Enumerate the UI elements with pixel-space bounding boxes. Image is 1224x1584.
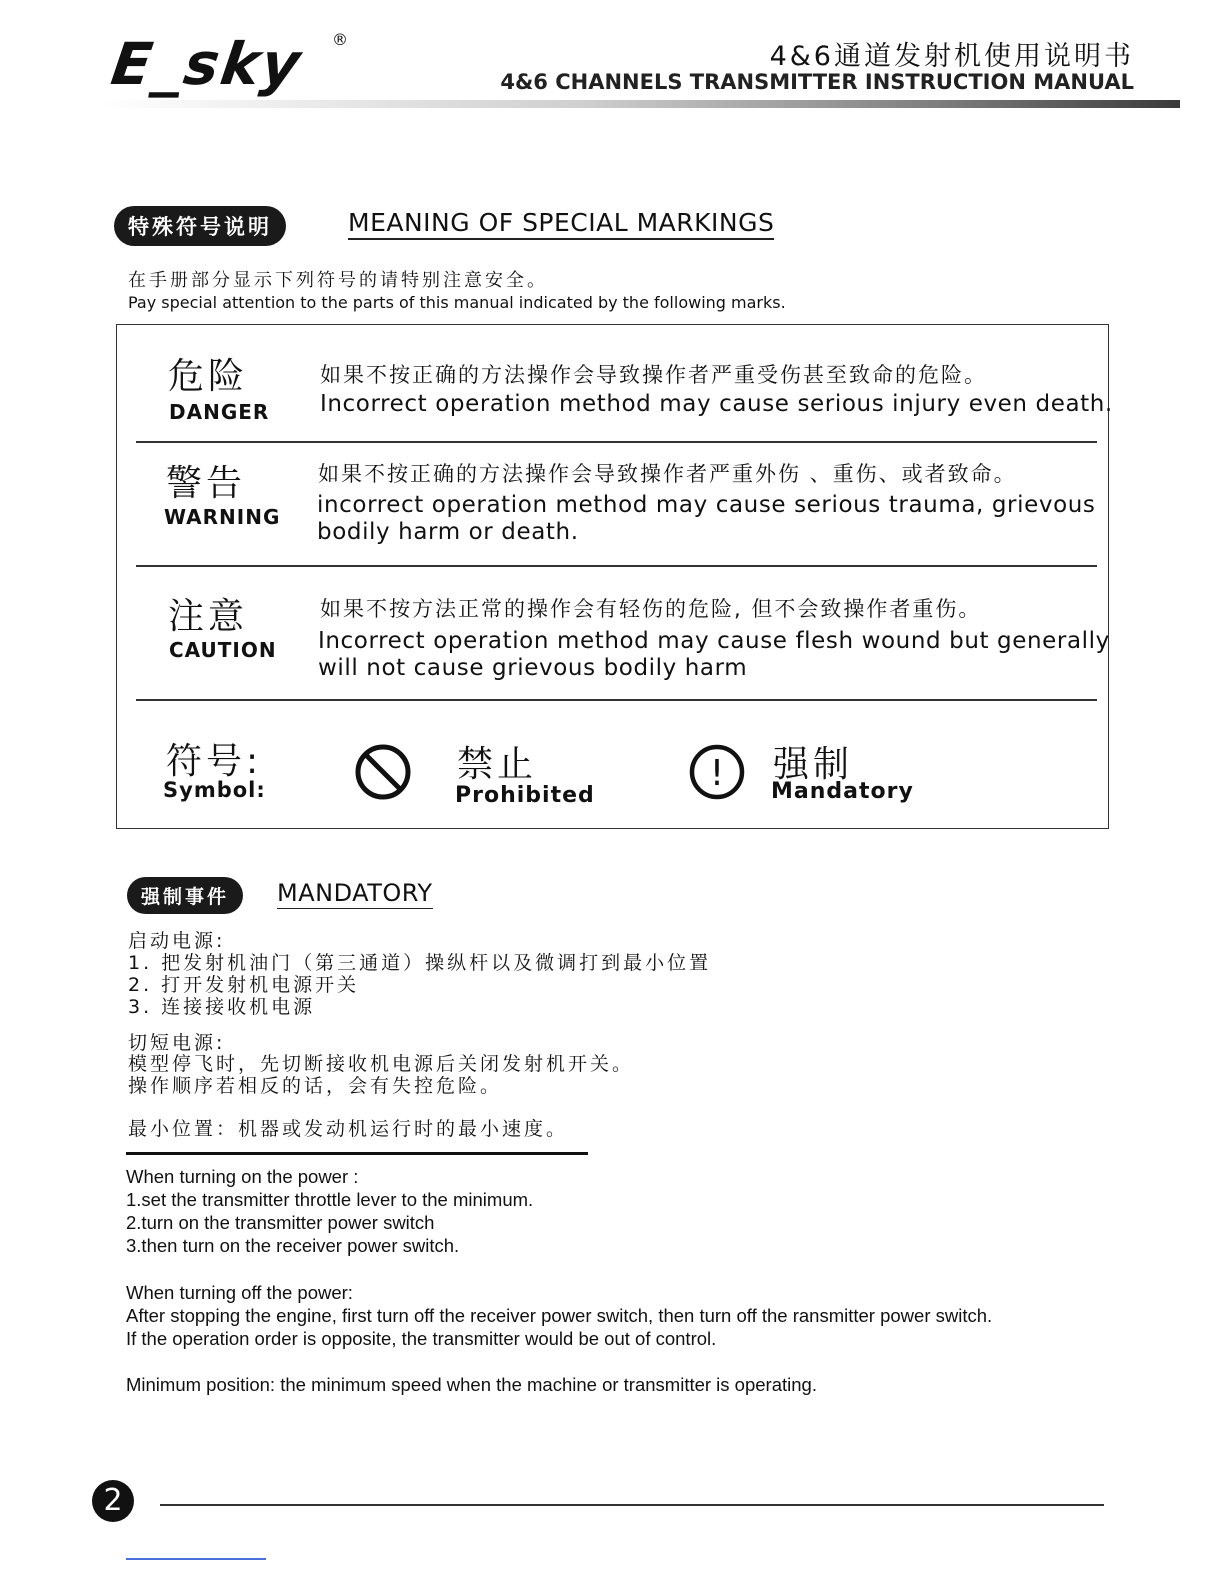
power-off-cn-line: 模型停飞时，先切断接收机电源后关闭发射机开关。 (128, 1053, 635, 1075)
header-title-en: 4&6 CHANNELS TRANSMITTER INSTRUCTION MANUAL (500, 70, 1134, 94)
prohibited-label-cn: 禁止 (457, 744, 538, 785)
power-on-cn-line: 3. 连接接收机电源 (128, 996, 316, 1018)
special-markings-title: MEANING OF SPECIAL MARKINGS (348, 208, 774, 240)
mandatory-badge: 强制事件 (127, 877, 243, 914)
footer-blue-line (126, 1558, 266, 1560)
power-on-en-line: When turning on the power : (126, 1166, 359, 1187)
symbol-label-cn: 符号: (166, 741, 263, 782)
danger-label-cn: 危险 (168, 356, 249, 397)
power-on-cn-line: 2. 打开发射机电源开关 (128, 974, 360, 996)
prohibited-icon (354, 743, 412, 801)
warning-desc-en-1: incorrect operation method may cause serious trauma, grievous (317, 492, 1096, 518)
power-off-en-line: After stopping the engine, first turn off the receiver power switch, then turn off the ransmitter power switch. (126, 1305, 993, 1326)
power-off-en-line: When turning off the power: (126, 1282, 353, 1303)
intro-cn: 在手册部分显示下列符号的请特别注意安全。 (128, 270, 548, 291)
power-on-cn-line: 启动电源: (128, 930, 226, 952)
header-title-cn: 4&6通道发射机使用说明书 (769, 41, 1134, 72)
section-rule (126, 1152, 588, 1155)
prohibited-label-en: Prohibited (455, 783, 595, 808)
danger-desc-en: Incorrect operation method may cause serious injury even death. (320, 391, 1113, 417)
intro-en: Pay special attention to the parts of this manual indicated by the following marks. (128, 293, 786, 312)
power-on-en-line: 2.turn on the transmitter power switch (126, 1212, 435, 1233)
danger-desc-cn: 如果不按正确的方法操作会导致操作者严重受伤甚至致命的危险。 (320, 363, 987, 387)
power-on-en-line: 1.set the transmitter throttle lever to the minimum. (126, 1189, 534, 1210)
caution-desc-cn: 如果不按方法正常的操作会有轻伤的危险, 但不会致操作者重伤。 (320, 597, 982, 621)
warning-label-en: WARNING (164, 505, 281, 529)
danger-label-en: DANGER (169, 400, 270, 424)
power-off-cn-line: 操作顺序若相反的话，会有失控危险。 (128, 1075, 503, 1097)
caution-desc-en-1: Incorrect operation method may cause flesh wound but generally (318, 628, 1110, 654)
footer-line (160, 1504, 1104, 1506)
min-position-cn: 最小位置：机器或发动机运行时的最小速度。 (128, 1118, 569, 1140)
special-markings-badge: 特殊符号说明 (114, 206, 286, 246)
mandatory-label-en: Mandatory (771, 779, 914, 804)
warning-label-cn: 警告 (166, 463, 247, 504)
power-off-cn-line: 切短电源: (128, 1032, 226, 1054)
power-off-en-line: If the operation order is opposite, the transmitter would be out of control. (126, 1328, 717, 1349)
symbol-label-en: Symbol: (163, 778, 266, 802)
caution-label-cn: 注意 (168, 596, 249, 637)
registered-mark: ® (332, 30, 348, 49)
header-gradient-bar (100, 100, 1180, 108)
caution-desc-en-2: will not cause grievous bodily harm (318, 655, 748, 681)
page-number: 2 (92, 1480, 134, 1522)
esky-logo: E_sky (107, 30, 307, 98)
exclamation-icon (688, 743, 746, 801)
exclamation-mark: ! (709, 753, 725, 794)
power-on-en-line: 3.then turn on the receiver power switch. (126, 1235, 460, 1256)
mandatory-label-cn: 强制 (773, 744, 854, 785)
row-divider (136, 565, 1097, 567)
warning-desc-cn: 如果不按正确的方法操作会导致操作者严重外伤 、重伤、或者致命。 (318, 462, 1017, 486)
row-divider (136, 699, 1097, 701)
power-on-cn-line: 1. 把发射机油门（第三通道）操纵杆以及微调打到最小位置 (128, 952, 712, 974)
caution-label-en: CAUTION (169, 638, 277, 662)
warning-desc-en-2: bodily harm or death. (317, 519, 579, 545)
mandatory-title: MANDATORY (277, 879, 433, 907)
row-divider (136, 441, 1097, 443)
min-position-en: Minimum position: the minimum speed when the machine or transmitter is operating. (126, 1374, 817, 1395)
